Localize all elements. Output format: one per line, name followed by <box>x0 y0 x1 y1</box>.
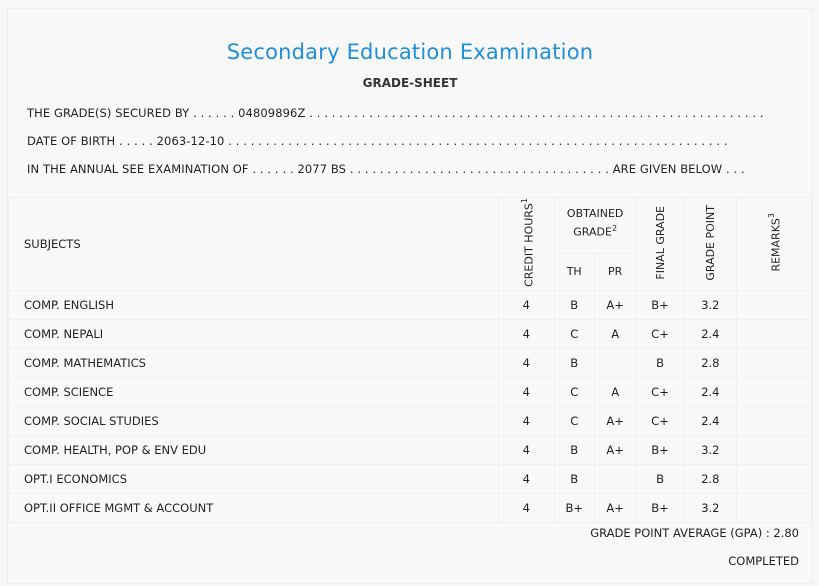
grade-point-cell: 2.8 <box>684 348 737 377</box>
th-cell: B <box>554 348 594 377</box>
final-grade-cell: B <box>636 464 684 493</box>
remarks-cell <box>737 290 812 319</box>
info-secured-by: THE GRADE(S) SECURED BY . . . . . . 04809896Z . . . . . . . . . . . . . . . . . . . . . . . . . . . . . . . . . . . . . . . . . . . . . . . . . . . . . . . . . . . . . <box>27 106 764 120</box>
remarks-cell <box>737 464 812 493</box>
grades-table <box>8 197 812 523</box>
th-cell: B <box>554 464 594 493</box>
table-row <box>9 377 812 406</box>
th-cell: C <box>554 377 594 406</box>
subject-cell: COMP. SCIENCE <box>9 377 499 406</box>
table-row <box>9 319 812 348</box>
info-examination: IN THE ANNUAL SEE EXAMINATION OF . . . . . . 2077 BS . . . . . . . . . . . . . . . . . . . . . . . . . . . . . . . . . . . ARE GIVEN BELOW . . . <box>27 162 745 176</box>
subject-cell: OPT.II OFFICE MGMT & ACCOUNT <box>9 493 499 522</box>
remarks-cell <box>737 377 812 406</box>
header-th: TH <box>554 253 594 290</box>
pr-cell: A <box>594 377 636 406</box>
header-pr: PR <box>594 253 636 290</box>
subject-cell: COMP. SOCIAL STUDIES <box>9 406 499 435</box>
header-final-grade: FINAL GRADE <box>636 198 684 291</box>
subject-cell: COMP. MATHEMATICS <box>9 348 499 377</box>
grade-point-cell: 3.2 <box>684 435 737 464</box>
grade-point-cell: 2.4 <box>684 406 737 435</box>
grade-point-cell: 2.8 <box>684 464 737 493</box>
pr-cell: A <box>594 319 636 348</box>
final-grade-cell: B+ <box>636 435 684 464</box>
subject-cell: COMP. NEPALI <box>9 319 499 348</box>
th-cell: B <box>554 290 594 319</box>
remarks-cell <box>737 406 812 435</box>
subject-cell: OPT.I ECONOMICS <box>9 464 499 493</box>
pr-cell: A+ <box>594 290 636 319</box>
table-row <box>9 493 812 522</box>
table-row <box>9 464 812 493</box>
remarks-cell <box>737 493 812 522</box>
result-status: COMPLETED <box>728 554 799 568</box>
pr-cell: A+ <box>594 435 636 464</box>
gpa-summary: GRADE POINT AVERAGE (GPA) : 2.80 <box>590 526 799 540</box>
header-grade-point: GRADE POINT <box>684 198 737 291</box>
header-remarks: REMARKS$^3$ <box>737 198 812 291</box>
final-grade-cell: C+ <box>636 406 684 435</box>
subject-cell: COMP. ENGLISH <box>9 290 499 319</box>
credit-cell: 4 <box>498 319 554 348</box>
th-cell: B <box>554 435 594 464</box>
pr-cell: A+ <box>594 406 636 435</box>
pr-cell <box>594 464 636 493</box>
table-row <box>9 435 812 464</box>
grade-point-cell: 3.2 <box>684 493 737 522</box>
credit-cell: 4 <box>498 493 554 522</box>
credit-cell: 4 <box>498 348 554 377</box>
info-date-of-birth: DATE OF BIRTH . . . . . 2063-12-10 . . . . . . . . . . . . . . . . . . . . . . . . . . . . . . . . . . . . . . . . . . . . . . . . . . . . . . . . . . . . . . . . . . . <box>27 134 728 148</box>
final-grade-cell: C+ <box>636 377 684 406</box>
th-cell: C <box>554 319 594 348</box>
th-cell: C <box>554 406 594 435</box>
final-grade-cell: C+ <box>636 319 684 348</box>
remarks-cell <box>737 348 812 377</box>
credit-cell: 4 <box>498 290 554 319</box>
grade-point-cell: 2.4 <box>684 377 737 406</box>
credit-cell: 4 <box>498 464 554 493</box>
pr-cell <box>594 348 636 377</box>
th-cell: B+ <box>554 493 594 522</box>
page-title: Secondary Education Examination <box>226 40 594 64</box>
credit-cell: 4 <box>498 377 554 406</box>
header-obtained-grade: OBTAINED GRADE$^2$ <box>554 198 636 254</box>
table-row <box>9 290 812 319</box>
credit-cell: 4 <box>498 406 554 435</box>
pr-cell: A+ <box>594 493 636 522</box>
header-subjects: SUBJECTS <box>9 198 499 291</box>
table-row <box>9 406 812 435</box>
grade-point-cell: 2.4 <box>684 319 737 348</box>
grade-point-cell: 3.2 <box>684 290 737 319</box>
remarks-cell <box>737 435 812 464</box>
final-grade-cell: B+ <box>636 493 684 522</box>
final-grade-cell: B <box>636 348 684 377</box>
table-row <box>9 348 812 377</box>
credit-cell: 4 <box>498 435 554 464</box>
header-credit-hours: CREDIT HOURS$^1$ <box>498 198 554 291</box>
subject-cell: COMP. HEALTH, POP & ENV EDU <box>9 435 499 464</box>
remarks-cell <box>737 319 812 348</box>
final-grade-cell: B+ <box>636 290 684 319</box>
grade-sheet <box>7 8 813 584</box>
sheet-subtitle: GRADE-SHEET <box>362 76 458 90</box>
